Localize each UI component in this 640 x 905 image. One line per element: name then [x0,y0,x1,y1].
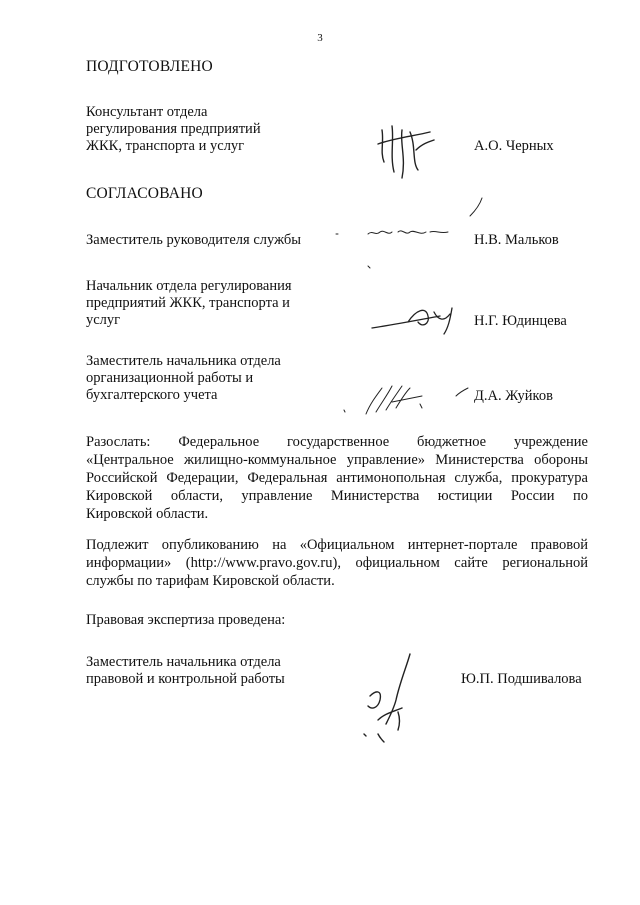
paragraph-line: Подлежит опубликованию на «Официальном интернет-портале правовой [86,537,588,553]
agreed-name-1: Н.В. Мальков [474,232,559,248]
position-line: организационной работы и [86,370,254,386]
agreed-position-2 [86,278,292,329]
legal-review-heading: Правовая экспертиза проведена: [86,612,286,628]
agreed-name-2: Н.Г. Юдинцева [474,313,567,329]
legal-review-name: Ю.П. Подшивалова [461,671,582,687]
prepared-position [86,104,261,155]
signature-podshivalova [350,650,440,742]
distribution-paragraph [86,433,588,523]
page-number: 3 [317,32,323,44]
signature-malkov [330,192,490,272]
agreed-position-1 [86,232,301,249]
signature-chernykh [372,122,442,184]
position-line: регулирования предприятий [86,121,261,137]
position-line: Начальник отдела регулирования [86,278,292,294]
paragraph-line: Разослать: Федеральное государственное бюджетное учреждение [86,434,588,450]
position-line: Заместитель начальника отдела [86,654,281,670]
position-line: предприятий ЖКК, транспорта и [86,295,290,311]
position-line: услуг [86,312,121,328]
position-line: Консультант отдела [86,104,208,120]
paragraph-line: Российской Федерации, Федеральная антимонопольная служба, прокуратура [86,470,588,486]
paragraph-line: Кировской области. [86,506,209,522]
position-line: Заместитель начальника отдела [86,353,281,369]
position-line: Заместитель руководителя службы [86,232,302,248]
agreed-position-3 [86,353,281,404]
position-line: правовой и контрольной работы [86,671,285,687]
paragraph-line: «Центральное жилищно-коммунальное управление» Министерства обороны [86,452,588,468]
paragraph-line: Кировской области, управление Министерства юстиции России по [86,488,588,504]
legal-review-position [86,654,285,688]
prepared-name: А.О. Черных [474,138,554,154]
paragraph-line: службы по тарифам Кировской области. [86,573,335,589]
position-line: ЖКК, транспорта и услуг [86,138,245,154]
signature-yudintseva [368,298,464,338]
agreed-heading: СОГЛАСОВАНО [86,185,203,202]
publication-paragraph [86,536,588,590]
position-line: бухгалтерского учета [86,387,218,403]
prepared-heading: ПОДГОТОВЛЕНО [86,58,213,75]
agreed-name-3: Д.А. Жуйков [474,388,553,404]
paragraph-line: информации» (http://www.pravo.gov.ru), официальном сайте региональной [86,555,588,571]
signature-zhuikov [336,378,476,422]
